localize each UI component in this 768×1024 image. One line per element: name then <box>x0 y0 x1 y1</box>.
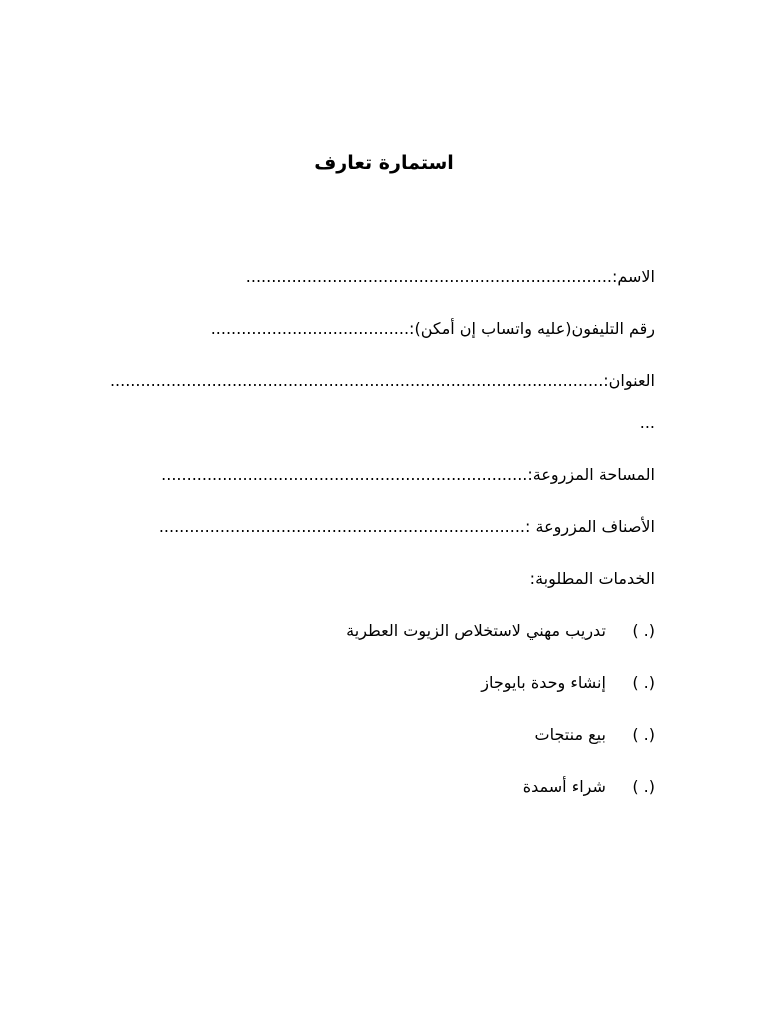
name-field-line: الاسم:........................................................................ <box>245 267 655 286</box>
service-label: إنشاء وحدة بايوجاز <box>481 673 606 692</box>
service-label: بيع منتجات <box>534 725 606 744</box>
service-option <box>481 672 655 694</box>
service-option <box>346 620 655 642</box>
checkbox-placeholder: (. ) <box>632 673 655 692</box>
service-option <box>523 776 655 798</box>
service-option <box>535 724 655 746</box>
checkbox-placeholder: (. ) <box>632 777 655 796</box>
cultivated-area-field-line: المساحة المزروعة:........................................................................ <box>161 465 655 484</box>
checkbox-placeholder: (. ) <box>632 725 655 744</box>
service-label: تدريب مهني لاستخلاص الزيوت العطرية <box>346 621 606 640</box>
phone-field-line: رقم التليفون(عليه واتساب إن أمكن):....................................... <box>210 319 655 338</box>
cultivated-crops-field-line: الأصناف المزروعة :........................................................................ <box>158 517 655 536</box>
services-heading: الخدمات المطلوبة: <box>529 569 655 588</box>
address-field-line: العنوان:................................................................................................. <box>109 371 655 390</box>
form-title: استمارة تعارف <box>314 152 454 174</box>
checkbox-placeholder: (. ) <box>632 621 655 640</box>
service-label: شراء أسمدة <box>522 777 606 796</box>
address-continuation: ... <box>639 413 655 432</box>
